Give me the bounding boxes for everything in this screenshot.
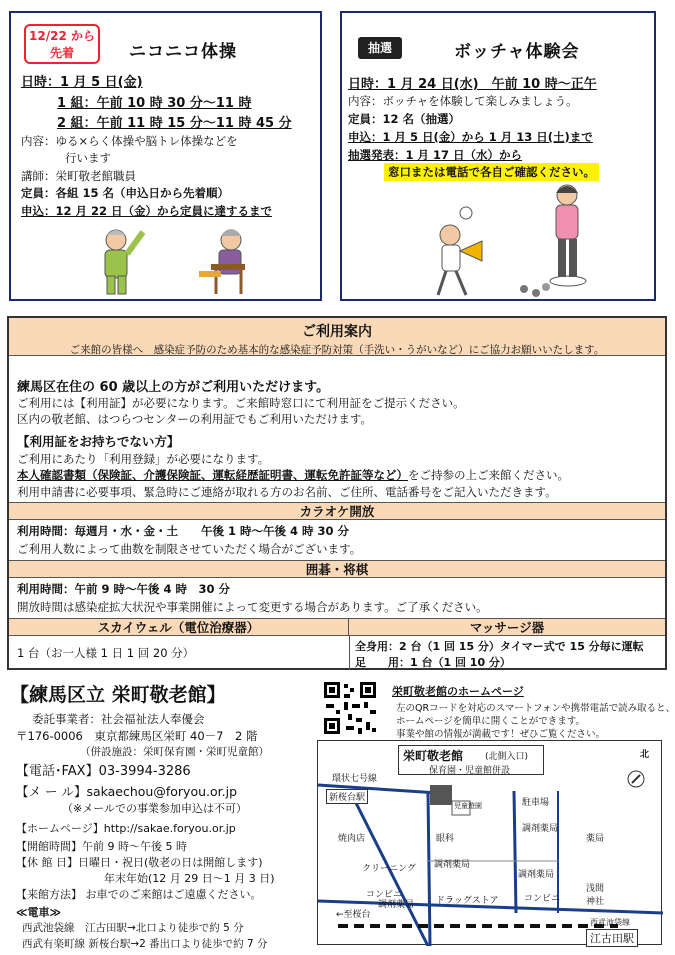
go-shogi-hours: 利用時間：午前 9 時〜午後 4 時 30 分: [17, 582, 231, 596]
skywell-detail: 1 台（お一人様 1 日 1 回 20 分）: [17, 646, 195, 660]
map-label: 西武池袋線: [590, 918, 630, 927]
email[interactable]: 【メ ー ル】sakaechou@foryou.or.jp: [16, 784, 238, 799]
go-shogi-note: 開放時間は感染症拡大状況や事業開催によって変更する場合があります。ご了承ください。: [17, 600, 488, 614]
cell-divider: [349, 636, 350, 670]
map-label: 駐車場: [522, 798, 550, 808]
event-instructor: 講師：栄町敬老館職員: [21, 169, 136, 183]
map-label: 児童遊園: [454, 802, 482, 810]
event-apply: 申込：1 月 5 日(金）から 1 月 13 日(土)まで: [348, 130, 593, 144]
id-documents: 本人確認書類（保険証、介護保険証、運転経歴証明書、運転免許証等など）をご持参の上ご来館ください。: [17, 468, 569, 482]
closed-days-2: 年末年始(12 月 29 日〜1 月 3 日): [104, 872, 275, 885]
map-label: 環状七号線: [332, 774, 378, 784]
email-note: （※メールでの事業参加申込は不可）: [62, 802, 247, 815]
map-label: ←至桜台: [336, 910, 371, 920]
event-group2: 2 組：午前 11 時 15 分〜11 時 45 分: [57, 116, 292, 131]
homepage-note-3: 事業や館の情報が満載です！ぜひご覧ください。: [396, 729, 606, 740]
event-box-niconico: [9, 11, 322, 301]
event-date: 日時：1 月 5 日(金): [21, 75, 143, 90]
map-label: クリーニング: [362, 864, 416, 874]
no-card-note: ご利用にあたり「利用登録」が必要になります。: [17, 452, 270, 466]
north-icon: 北: [639, 750, 649, 760]
map-label: 調剤薬局: [518, 870, 555, 880]
map-label: 江古田駅: [586, 929, 638, 947]
event-apply: 申込：12 月 22 日（金）から定員に達するまで: [21, 204, 273, 218]
tel-fax: 【電話･FAX】03-3994-3286: [16, 764, 191, 779]
go-shogi-heading: 囲碁・将棋: [9, 560, 665, 578]
event-content: 内容：ゆる×らく体操や脳トレ体操などを: [21, 134, 238, 148]
map-label: 調剤薬局: [378, 900, 415, 910]
train-route-1: 西武池袋線 江古田駅→北口より徒歩で約 5 分: [22, 922, 244, 934]
map-label: 新桜台駅: [326, 789, 368, 804]
usage-guide-header: ご利用案内 ご来館の皆様へ 感染症予防のため基本的な感染症予防対策（手洗い・うがいなど）にご協力お願いいたします。: [9, 318, 665, 356]
event-capacity: 定員：各組 15 名（申込日から先着順）: [21, 186, 230, 200]
first-come-badge: 12/22 から 先着: [24, 24, 100, 64]
event-result: 抽選発表：1 月 17 日（水）から: [348, 148, 523, 162]
karaoke-note: ご利用人数によって曲数を制限させていただく場合がございます。: [17, 542, 362, 556]
infection-notice: ご来館の皆様へ 感染症予防のため基本的な感染症予防対策（手洗い・うがいなど）にご協力お願いいたします。: [69, 344, 605, 356]
eligibility: 練馬区在住の 60 歳以上の方がご利用いただけます。: [17, 380, 330, 395]
event-title: ニコニコ体操: [129, 42, 237, 62]
map-label: 薬局: [586, 834, 605, 844]
event-title: ボッチャ体験会: [454, 42, 580, 62]
event-capacity: 定員：12 名（抽選）: [348, 112, 461, 126]
karaoke-hours: 利用時間：毎週月・水・金・土 午後 1 時〜午後 4 時 30 分: [17, 524, 350, 538]
homepage-note-1: 左のQRコードを対応のスマートフォンや携帯電話で読み取ると、: [396, 703, 675, 714]
map-label: ドラッグストア: [436, 896, 499, 906]
lottery-badge: 抽選: [358, 37, 402, 59]
homepage-title: 栄町敬老館のホームページ: [392, 685, 524, 698]
event-box-boccia: [340, 11, 656, 301]
website[interactable]: 【ホームページ】http://sakae.foryou.or.jp: [16, 822, 236, 835]
map-label: 焼肉店: [338, 834, 366, 844]
train-heading: ≪電車≫: [16, 906, 62, 919]
event-group1: 1 組：午前 10 時 30 分〜11 時: [57, 96, 252, 111]
application-note: 利用申請書に必要事項、緊急時にご連絡が取れる方のお名前、ご住所、電話番号をご記入いただきます。: [17, 485, 557, 499]
event-content-cont: 行います: [65, 151, 111, 165]
karaoke-heading: カラオケ開放: [9, 502, 665, 520]
card-note: ご利用には【利用証】が必要になります。ご来館時窓口にて利用証をご提示ください。: [17, 396, 465, 410]
homepage-note-2: ホームページを簡単に開くことができます。: [396, 716, 586, 727]
event-date: 日時：1 月 24 日(水) 午前 10 時〜正午: [348, 77, 597, 92]
no-card-heading: 【利用証をお持ちでない方】: [17, 434, 180, 449]
massage-foot: 足 用：1 台（1 回 10 分）: [355, 656, 511, 669]
qr-code-icon[interactable]: [322, 680, 378, 736]
map-label: 調剤薬局: [434, 860, 471, 870]
event-content: 内容：ボッチャを体験して楽しみましょう。: [348, 94, 578, 108]
address: 〒176-0006 東京都練馬区栄町 40－7 2 階: [16, 729, 258, 743]
annex-facilities: （併設施設：栄町保育園・栄町児童館）: [80, 746, 269, 758]
map-label: コンビニ: [366, 890, 403, 900]
opening-hours: 【開館時間】午前 9 時〜午後 5 時: [16, 840, 187, 853]
skywell-heading: スカイウェル（電位治療器）: [9, 618, 349, 636]
exercise-illustration: [81, 218, 271, 298]
map-label: 調剤薬局: [522, 824, 559, 834]
massage-heading: マッサージ器: [349, 618, 665, 636]
boccia-illustration: [432, 183, 652, 298]
map-label: 浅間神社: [586, 884, 605, 907]
access-map: [317, 740, 662, 945]
card-note-2: 区内の敬老館、はつらつセンターの利用証でもご利用いただけます。: [17, 412, 373, 426]
event-confirm-note: 窓口または電話で各自ご確認ください。: [384, 163, 599, 181]
facility-name: 【練馬区立 栄町敬老館】: [10, 684, 226, 706]
map-label: コンビニ: [524, 894, 561, 904]
operator: 委託事業者：社会福祉法人奉優会: [32, 712, 205, 726]
closed-days: 【休 館 日】日曜日・祝日(敬老の日は開館します): [16, 856, 263, 869]
map-label: 眼科: [436, 834, 455, 844]
massage-full-body: 全身用：2 台（1 回 15 分）タイマー式で 15 分毎に運転: [355, 640, 644, 653]
train-route-2: 西武有楽町線 新桜台駅→2 番出口より徒歩で約 7 分: [22, 938, 268, 950]
access-note: 【来館方法】 お車でのご来館はご遠慮ください。: [16, 888, 262, 901]
usage-guide: [7, 316, 667, 670]
map-facility-label: 栄町敬老館 (北側入口) 保育園・児童館併設: [398, 745, 544, 775]
